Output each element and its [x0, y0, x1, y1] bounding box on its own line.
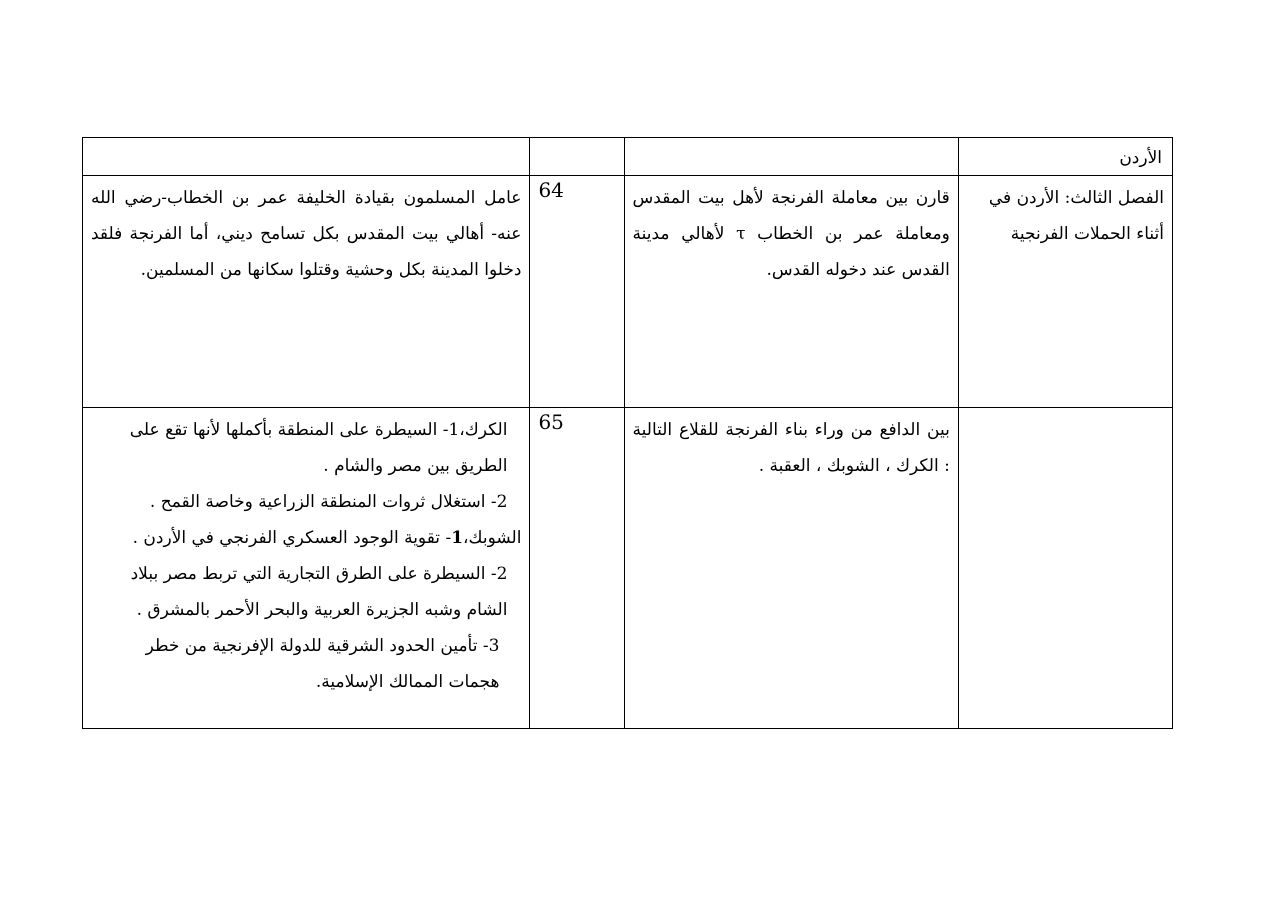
page-cell	[530, 408, 624, 729]
answer-line-text: - تقوية الوجود العسكري الفرنجي في الأردن .	[132, 528, 452, 548]
question-cell	[624, 176, 958, 408]
page-number: 65	[538, 410, 564, 434]
answer-line-text: - السيطرة على الطرق التجارية التي تربط مصر ببلاد الشام وشبه الجزيرة العربية والبحر الأحمر بالمشرق .	[130, 564, 508, 620]
chapter-cell	[958, 176, 1172, 408]
answer-line-text: - السيطرة على المنطقة بأكملها لأنها تقع على الطريق بين مصر والشام .	[129, 420, 508, 476]
answer-number: 2	[496, 492, 508, 512]
answer-number: 2	[496, 564, 508, 584]
answer-line	[91, 520, 521, 556]
answer-text: عامل المسلمون بقيادة الخليفة عمر بن الخطاب-رضي الله عنه- أهالي بيت المقدس بكل تسامح ديني، أما الفرنجة فلقد دخلوا المدينة بكل وحشية وقتلوا سكانها من المسلمين.	[91, 188, 522, 280]
answer-number: 1	[448, 420, 460, 440]
answer-line	[91, 628, 521, 700]
answer-line	[91, 412, 521, 484]
answer-line	[91, 556, 521, 628]
answer-line-text: - تأمين الحدود الشرقية للدولة الإفرنجية من خطر هجمات الممالك الإسلامية.	[145, 636, 500, 692]
chapter-text: الأردن	[1119, 148, 1162, 168]
page-number: 64	[538, 178, 564, 202]
answer-cell	[83, 408, 530, 729]
answer-prefix: الكرك،	[459, 420, 508, 440]
table-row-64	[83, 176, 1173, 408]
answer-line-text: - استغلال ثروات المنطقة الزراعية وخاصة القمح .	[149, 492, 497, 512]
page-cell	[530, 176, 624, 408]
answer-prefix: الشوبك،	[463, 528, 522, 548]
question-text: قارن بين معاملة الفرنجة لأهل بيت المقدس ومعاملة عمر بن الخطاب τ لأهالي مدينة القدس عند دخوله القدس.	[632, 188, 950, 280]
question-cell	[624, 408, 958, 729]
curriculum-table	[82, 137, 1173, 729]
question-cell	[624, 138, 958, 176]
answer-cell	[83, 138, 530, 176]
answer-line	[91, 484, 521, 520]
page-cell	[530, 138, 624, 176]
answer-number: 3	[488, 636, 500, 656]
question-text: بين الدافع من وراء بناء الفرنجة للقلاع التالية : الكرك ، الشوبك ، العقبة .	[632, 420, 950, 476]
chapter-cell	[958, 138, 1172, 176]
answer-number: 1	[451, 528, 464, 548]
answer-cell	[83, 176, 530, 408]
table-row-header-continuation	[83, 138, 1173, 176]
table-row-65	[83, 408, 1173, 729]
chapter-title: الفصل الثالث: الأردن في أثناء الحملات الفرنجية	[988, 188, 1164, 244]
chapter-cell	[958, 408, 1172, 729]
